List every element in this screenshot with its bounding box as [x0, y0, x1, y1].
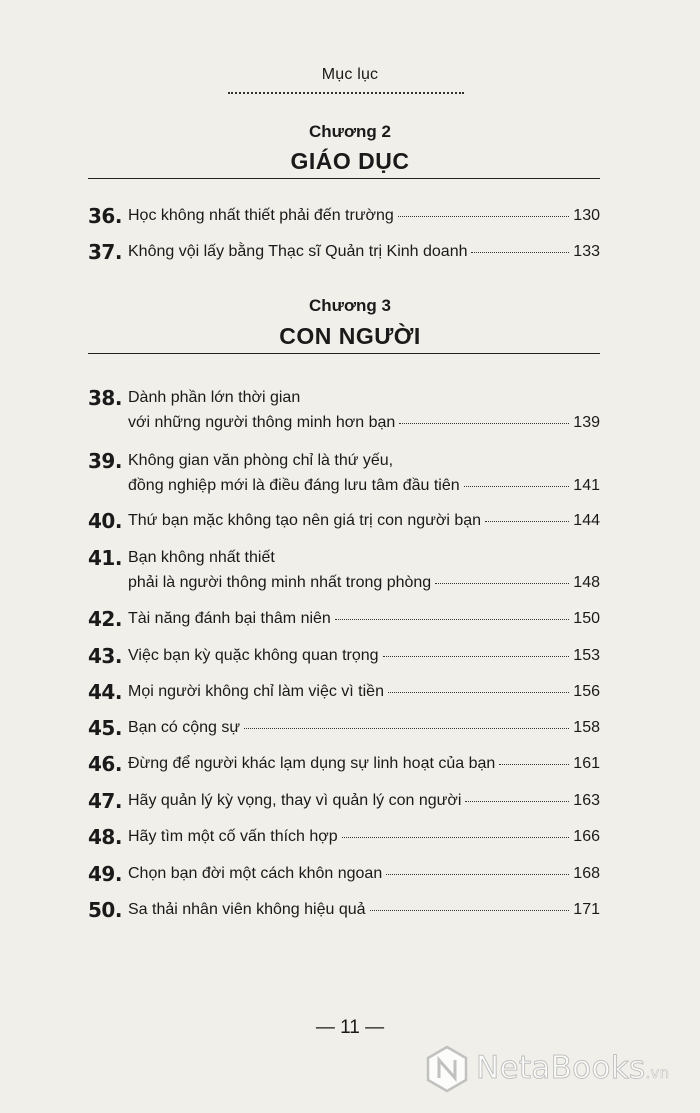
entry-number: 48.	[88, 825, 122, 849]
dot-leader	[383, 656, 570, 657]
dot-leader	[499, 764, 569, 765]
entry-number: 44.	[88, 680, 122, 704]
entry-number: 39.	[88, 449, 122, 473]
dot-leader	[386, 874, 569, 875]
entry-title: Sa thải nhân viên không hiệu quả	[128, 901, 366, 918]
entry-number: 43.	[88, 644, 122, 668]
dot-leader	[485, 521, 569, 522]
entry-number: 40.	[88, 509, 122, 533]
entry-page: 148	[573, 574, 600, 591]
entry-page: 156	[573, 683, 600, 700]
entry-title: Bạn có cộng sự	[128, 719, 241, 736]
entry-page: 139	[573, 414, 600, 431]
entry-page: 163	[573, 792, 600, 809]
dot-leader	[342, 837, 570, 838]
entry-title: Đừng để người khác lạm dụng sự linh hoạt của bạn	[128, 755, 496, 772]
entry-number: 36.	[88, 204, 122, 228]
entry-page: 161	[573, 755, 600, 772]
watermark-suffix: .vn	[645, 1064, 670, 1082]
entry-page: 141	[573, 477, 600, 494]
entry-number: 38.	[88, 386, 122, 410]
entry-title-cont: đồng nghiệp mới là điều đáng lưu tâm đầu tiên	[128, 477, 460, 494]
dot-leader	[388, 692, 569, 693]
dot-leader	[465, 801, 569, 802]
entry-number: 46.	[88, 752, 122, 776]
entry-number: 42.	[88, 607, 122, 631]
netabooks-logo-icon	[424, 1044, 470, 1094]
entry-page: 130	[573, 207, 600, 224]
chapter-label: Chương 3	[308, 296, 391, 315]
dot-leader	[335, 619, 569, 620]
chapter-rule	[88, 178, 600, 179]
entry-page: 144	[573, 512, 600, 529]
entry-number: 45.	[88, 716, 122, 740]
entry-page: 133	[573, 243, 600, 260]
entry-title: Không gian văn phòng chỉ là thứ yếu,	[128, 452, 394, 469]
dot-leader	[464, 486, 570, 487]
dot-leader	[471, 252, 569, 253]
dot-leader	[370, 910, 570, 911]
dot-leader	[399, 423, 569, 424]
dot-leader	[435, 583, 569, 584]
chapter-title: CON NGƯỜI	[279, 323, 421, 349]
entry-number: 37.	[88, 240, 122, 264]
entry-page: 150	[573, 610, 600, 627]
entry-title: Tài năng đánh bại thâm niên	[128, 610, 331, 627]
dot-leader	[398, 216, 569, 217]
entry-number: 50.	[88, 898, 122, 922]
chapter-rule	[88, 353, 600, 354]
entry-title-cont: với những người thông minh hơn bạn	[128, 414, 396, 431]
entry-number: 41.	[88, 546, 122, 570]
entry-title: Hãy quản lý kỳ vọng, thay vì quản lý con người	[128, 792, 462, 809]
entry-title: Học không nhất thiết phải đến trường	[128, 207, 394, 224]
entry-title: Bạn không nhất thiết	[128, 549, 275, 566]
entry-title-cont: phải là người thông minh nhất trong phòng	[128, 574, 432, 591]
running-header: Mục lục	[321, 66, 379, 83]
entry-title: Mọi người không chỉ làm việc vì tiền	[128, 683, 384, 700]
entry-title: Không vội lấy bằng Thạc sĩ Quản trị Kinh doanh	[128, 243, 468, 260]
entry-title: Việc bạn kỳ quặc không quan trọng	[128, 647, 379, 664]
entry-page: 158	[573, 719, 600, 736]
chapter-label: Chương 2	[308, 122, 391, 141]
entry-title: Hãy tìm một cố vấn thích hợp	[128, 828, 338, 845]
entry-page: 168	[573, 865, 600, 882]
netabooks-watermark	[424, 1042, 694, 1098]
dot-leader	[244, 728, 569, 729]
chapter-title: GIÁO DỤC	[290, 148, 410, 174]
running-header-rule	[228, 92, 464, 94]
entry-number: 47.	[88, 789, 122, 813]
entry-title: Dành phần lớn thời gian	[128, 389, 301, 406]
entry-page: 166	[573, 828, 600, 845]
entry-number: 49.	[88, 862, 122, 886]
entry-title: Thứ bạn mặc không tạo nên giá trị con người bạn	[128, 512, 482, 529]
page-number: — 11 —	[315, 1017, 385, 1038]
watermark-name: NetaBooks	[476, 1050, 646, 1086]
entry-page: 153	[573, 647, 600, 664]
entry-title: Chọn bạn đời một cách khôn ngoan	[128, 865, 383, 882]
entry-page: 171	[573, 901, 600, 918]
